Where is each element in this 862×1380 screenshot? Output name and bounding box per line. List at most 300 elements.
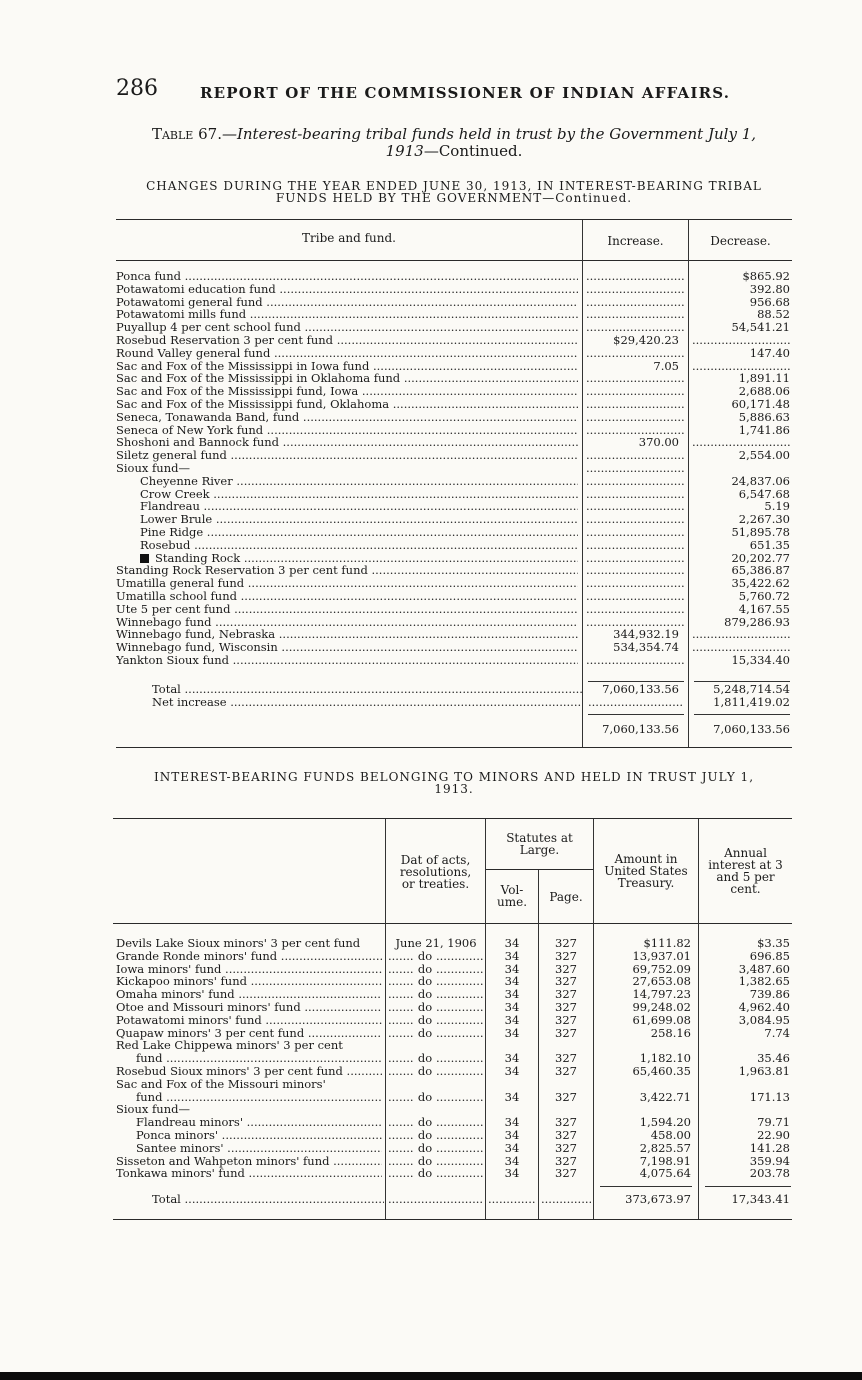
- date-dots-right: [436, 1065, 484, 1078]
- fund-name: [116, 564, 578, 577]
- fund-name: [116, 283, 578, 296]
- date-dots-right: [436, 1091, 484, 1104]
- statute-page: 327: [555, 1128, 577, 1142]
- increase-dots: [586, 488, 684, 501]
- fund-name: [116, 334, 578, 347]
- fund-name: [116, 385, 578, 398]
- treasury-amount: 69,752.09: [632, 961, 691, 976]
- column-header-amount-l2: United States: [604, 864, 688, 878]
- annual-interest: 739.86: [749, 987, 790, 1002]
- date-dots-right: [436, 1142, 484, 1155]
- increase-value: 534,354.74: [613, 640, 679, 655]
- date-dots-right: [436, 1116, 484, 1129]
- fund-name: [116, 590, 578, 603]
- grand-increase-rule: [588, 714, 684, 715]
- decrease-value: 35,422.62: [731, 576, 790, 591]
- treasury-amount: $111.82: [643, 936, 691, 950]
- annual-interest: 4,962.40: [738, 1000, 790, 1014]
- fund-name-text: Standing Rock: [155, 551, 241, 565]
- decrease-value: 4,167.55: [738, 601, 790, 616]
- date-dots-right: [436, 950, 484, 963]
- minors-total-amount: 373,673.97: [625, 1192, 691, 1206]
- treasury-amount: 1,182.10: [639, 1051, 691, 1066]
- act-date: do: [417, 1089, 433, 1104]
- fund-name-text: Umatilla general fund: [116, 577, 245, 591]
- decrease-value: 15,334.40: [731, 653, 790, 667]
- decrease-value: 88.52: [757, 307, 790, 322]
- treasury-amount: 65,460.35: [632, 1064, 691, 1078]
- minors-fund-name: Otoe and Missouri minors' fund .....: [116, 1001, 382, 1014]
- statute-volume: 34: [504, 974, 520, 989]
- section1-title-line2: FUNDS HELD BY THE GOVERNMENT—Continued.: [275, 191, 633, 205]
- increase-dots: [586, 539, 684, 552]
- statute-volume: 34: [504, 948, 520, 963]
- increase-value: 370.00: [638, 435, 679, 450]
- statute-volume: 34: [504, 1089, 520, 1104]
- total-label: Total .....: [152, 683, 582, 696]
- annual-interest: 171.13: [749, 1089, 790, 1104]
- section1-vrule-2: [688, 220, 689, 747]
- minors-fund-name: Omaha minors' fund .....: [116, 988, 382, 1001]
- decrease-value: 2,688.06: [738, 384, 790, 399]
- column-header-amount: [594, 853, 698, 889]
- statute-volume: 34: [504, 1115, 520, 1130]
- statute-page: 327: [555, 1012, 577, 1027]
- date-dots-left: [388, 1014, 414, 1027]
- act-date: do: [417, 1025, 433, 1040]
- fund-name-text: Lower Brule: [140, 513, 213, 527]
- minors-fund-name: Potawatomi minors' fund .....: [116, 1014, 382, 1027]
- fund-name: [116, 603, 578, 616]
- column-header-interest-l2: interest at 3: [708, 858, 783, 872]
- fund-name: [116, 641, 578, 654]
- statute-page: 327: [555, 1166, 577, 1181]
- decrease-value: 5,886.63: [738, 409, 790, 424]
- increase-dots: [586, 296, 684, 309]
- statute-page: 327: [555, 936, 577, 950]
- minors-fund-name: Tonkawa minors' fund .....: [116, 1167, 382, 1180]
- annual-interest: 203.78: [749, 1166, 790, 1181]
- increase-dots: [586, 500, 684, 513]
- treasury-amount: 99,248.02: [632, 1000, 691, 1014]
- fund-name-text: Winnebago fund, Nebraska: [116, 628, 276, 642]
- fund-name-text: Sac and Fox of the Mississippi fund, Iowa: [116, 385, 359, 399]
- statute-volume: 34: [504, 1128, 520, 1142]
- act-date: do: [417, 1000, 433, 1014]
- increase-dots: [586, 270, 684, 283]
- fund-name-text: Rosebud Reservation 3 per cent fund: [116, 334, 334, 347]
- date-dots-right: [436, 1129, 484, 1142]
- treasury-amount: 1,594.20: [639, 1115, 691, 1130]
- date-dots-right: [436, 1052, 484, 1065]
- section1-title: [116, 180, 792, 204]
- statute-volume: 34: [504, 1140, 520, 1155]
- fund-name-text: Potawatomi mills fund: [116, 308, 247, 322]
- statute-page: 327: [555, 987, 577, 1002]
- section2-top-rule: [113, 818, 792, 819]
- treasury-amount: 2,825.57: [639, 1140, 691, 1155]
- fund-name: [140, 513, 578, 526]
- statute-volume: 34: [504, 1012, 520, 1027]
- page-number: 286: [116, 76, 158, 101]
- decrease-value: 65,386.87: [731, 563, 790, 578]
- statute-page: 327: [555, 1140, 577, 1155]
- fund-name: [116, 398, 578, 411]
- statute-volume: 34: [504, 1064, 520, 1078]
- column-header-statutes-l2: Large.: [519, 843, 560, 857]
- fund-name: [116, 436, 578, 449]
- date-dots-right: [436, 1014, 484, 1027]
- decrease-value: 20,202.77: [731, 550, 790, 565]
- decrease-value: 5,760.72: [738, 589, 790, 603]
- statute-volume: 34: [504, 1051, 520, 1066]
- minors-total-label: Total .....: [152, 1193, 384, 1206]
- minors-total-interest: 17,343.41: [731, 1192, 790, 1206]
- net-increase-dots: [588, 696, 684, 709]
- increase-dots: [586, 372, 684, 385]
- fund-name-text: Pine Ridge: [140, 526, 204, 539]
- minors-fund-name: Kickapoo minors' fund .....: [116, 975, 382, 988]
- statute-page: 327: [555, 1025, 577, 1040]
- grand-decrease: 7,060,133.56: [713, 722, 790, 736]
- increase-dots: [586, 398, 684, 411]
- fund-name-text: Yankton Sioux fund: [116, 654, 229, 667]
- decrease-value: 2,554.00: [738, 448, 790, 463]
- fund-name-text: Ute 5 per cent fund: [116, 602, 231, 616]
- statute-volume: 34: [504, 987, 520, 1002]
- minors-total-interest-rule: [705, 1186, 791, 1187]
- fund-name-text: Rosebud: [140, 538, 191, 552]
- fund-name: [116, 411, 578, 424]
- net-increase-decrease: 1,811,419.02: [713, 695, 790, 709]
- table-title-line1: —Interest-bearing tribal funds held in trust by the Government July 1,: [221, 125, 757, 143]
- date-dots-left: [388, 1142, 414, 1155]
- decrease-value: 956.68: [749, 294, 790, 309]
- fund-name-text: Shoshoni and Bannock fund: [116, 436, 279, 450]
- fund-name: [116, 347, 578, 360]
- fund-name: [116, 321, 578, 334]
- statute-page: 327: [555, 948, 577, 963]
- increase-dots: [586, 654, 684, 667]
- column-header-interest-l3: and 5 per: [716, 870, 775, 884]
- column-header-date-l3: or treaties.: [401, 877, 470, 891]
- date-dots-left: [388, 1155, 414, 1168]
- increase-dots: [586, 513, 684, 526]
- fund-name: [140, 552, 578, 565]
- net-increase-label: Net increase .....: [152, 696, 582, 709]
- act-date: do: [417, 1012, 433, 1027]
- date-dots-right: [436, 975, 484, 988]
- statute-page: 327: [555, 1115, 577, 1130]
- statute-page: 327: [555, 974, 577, 989]
- date-dots-right: [436, 988, 484, 1001]
- table-title-continued: —Continued.: [423, 142, 523, 160]
- fund-name-text: Winnebago fund: [116, 615, 212, 629]
- annual-interest: 1,963.81: [738, 1064, 790, 1078]
- date-dots-right: [436, 1001, 484, 1014]
- treasury-amount: 7,198.91: [639, 1153, 691, 1168]
- increase-dots: [586, 552, 684, 565]
- act-date: do: [417, 1051, 433, 1066]
- increase-dots: [586, 603, 684, 616]
- running-title: REPORT OF THE COMMISSIONER OF INDIAN AFFAIRS.: [200, 84, 731, 102]
- fund-name-text: Flandreau: [140, 500, 200, 514]
- decrease-value: $865.92: [742, 269, 790, 283]
- fund-name: [116, 628, 578, 641]
- decrease-value: 392.80: [749, 281, 790, 296]
- date-dots-right: [436, 1167, 484, 1180]
- statute-volume: 34: [504, 1000, 520, 1014]
- date-dots-left: [388, 975, 414, 988]
- minors-fund-name: Devils Lake Sioux minors' 3 per cent fund: [116, 936, 361, 950]
- date-dots-left: [388, 1052, 414, 1065]
- minors-fund-name: Sioux fund—: [116, 1102, 190, 1117]
- annual-interest: 3,084.95: [738, 1012, 790, 1027]
- increase-value: 344,932.19: [613, 627, 679, 642]
- table-title-year: 1913: [385, 142, 424, 160]
- date-dots-left: [388, 1116, 414, 1129]
- decrease-value: 2,267.30: [738, 512, 790, 527]
- fund-name: [140, 475, 578, 488]
- date-dots-left: [388, 950, 414, 963]
- act-date: do: [417, 987, 433, 1002]
- fund-name-text: Ponca fund: [116, 270, 181, 283]
- annual-interest: 1,382.65: [738, 974, 790, 989]
- act-date: do: [417, 1128, 433, 1142]
- increase-value: $29,420.23: [613, 333, 679, 347]
- fund-name-text: Standing Rock Reservation 3 per cent fund: [116, 564, 368, 578]
- decrease-value: 24,837.06: [731, 473, 790, 488]
- decrease-value: 6,547.68: [738, 486, 790, 501]
- treasury-amount: 3,422.71: [639, 1089, 691, 1104]
- treasury-amount: 458.00: [650, 1128, 691, 1142]
- minors-fund-name: Quapaw minors' 3 per cent fund .....: [116, 1027, 382, 1040]
- annual-interest: 696.85: [749, 948, 790, 963]
- statute-page: 327: [555, 1051, 577, 1066]
- annual-interest: 79.71: [757, 1115, 790, 1130]
- fund-name: [116, 372, 578, 385]
- annual-interest: 141.28: [749, 1140, 790, 1155]
- statute-volume: 34: [504, 1153, 520, 1168]
- fund-name-text: Sac and Fox of the Mississippi fund, Oklahoma: [116, 398, 390, 411]
- decrease-value: 651.35: [749, 537, 790, 552]
- decrease-value: 5.19: [764, 499, 790, 514]
- column-header-date: [386, 854, 485, 890]
- statute-page: 327: [555, 1153, 577, 1168]
- statute-page: 327: [555, 1000, 577, 1014]
- date-dots-left: [388, 963, 414, 976]
- treasury-amount: 27,653.08: [632, 974, 691, 989]
- annual-interest: 35.46: [757, 1051, 790, 1066]
- minors-fund-name: Red Lake Chippewa minors' 3 per cent: [116, 1038, 343, 1053]
- increase-dots: [586, 526, 684, 539]
- fund-name-text: Cheyenne River: [140, 474, 233, 488]
- fund-name: [116, 616, 578, 629]
- date-dots-left: [388, 1001, 414, 1014]
- date-dots-right: [436, 963, 484, 976]
- treasury-amount: 61,699.08: [632, 1012, 691, 1027]
- grand-decrease-rule: [694, 714, 790, 715]
- column-header-date-l2: resolutions,: [399, 865, 472, 879]
- column-header-amount-l3: Treasury.: [617, 876, 675, 890]
- fund-name: [140, 500, 578, 513]
- column-header-interest-l4: cent.: [730, 882, 761, 896]
- fund-name: [140, 488, 578, 501]
- fund-name: [140, 526, 578, 539]
- section2-title: [116, 771, 792, 795]
- column-header-volume: [486, 884, 538, 908]
- statute-page: 327: [555, 1064, 577, 1078]
- table-label: Table 67.: [151, 125, 222, 143]
- fund-name-text: Seneca, Tonawanda Band, fund: [116, 410, 300, 424]
- column-header-decrease: Decrease.: [710, 234, 771, 248]
- margin-marker-icon: [140, 554, 149, 563]
- annual-interest: 359.94: [749, 1153, 790, 1168]
- annual-interest: 7.74: [764, 1025, 790, 1040]
- grand-increase: 7,060,133.56: [602, 722, 679, 736]
- increase-dots: [586, 564, 684, 577]
- fund-name: [116, 270, 578, 283]
- annual-interest: 3,487.60: [738, 961, 790, 976]
- decrease-value: 1,741.86: [738, 422, 790, 437]
- statute-volume: 34: [504, 961, 520, 976]
- section1-vrule-1: [582, 220, 583, 747]
- minors-total-dots-page: [541, 1193, 591, 1206]
- increase-dots: [586, 475, 684, 488]
- act-date: do: [417, 974, 433, 989]
- fund-name-text: Winnebago fund, Wisconsin: [116, 641, 278, 655]
- minors-fund-name: Rosebud Sioux minors' 3 per cent fund .....: [116, 1065, 382, 1078]
- table-title: [116, 126, 792, 160]
- column-header-tribe: Tribe and fund.: [302, 231, 396, 245]
- treasury-amount: 258.16: [650, 1025, 691, 1040]
- total-increase: 7,060,133.56: [602, 682, 679, 696]
- treasury-amount: 4,075.64: [639, 1166, 691, 1181]
- minors-fund-name: Flandreau minors' .....: [136, 1116, 382, 1129]
- fund-name: [116, 577, 578, 590]
- increase-dots: [586, 347, 684, 360]
- fund-name-text: Round Valley general fund: [116, 346, 271, 360]
- section1-header-rule: [116, 260, 792, 261]
- statute-page: 327: [555, 1089, 577, 1104]
- column-header-statutes-l1: Statutes at: [506, 831, 573, 845]
- fund-name: [116, 308, 578, 321]
- scan-bottom-edge: [0, 1372, 862, 1380]
- fund-name-text: Potawatomi general fund: [116, 295, 263, 309]
- statute-volume: 34: [504, 1025, 520, 1040]
- column-header-amount-l1: Amount in: [614, 852, 678, 866]
- column-header-date-l1: Dat of acts,: [400, 853, 471, 867]
- date-dots-right: [436, 1027, 484, 1040]
- statute-page: 327: [555, 961, 577, 976]
- decrease-value: 879,286.93: [724, 614, 790, 629]
- minors-total-amount-rule: [600, 1186, 692, 1187]
- act-date: do: [417, 1140, 433, 1155]
- decrease-value: 1,891.11: [738, 371, 790, 386]
- total-decrease: 5,248,714.54: [713, 682, 790, 696]
- act-date: do: [417, 961, 433, 976]
- column-header-interest: [699, 847, 792, 895]
- minors-fund-name: Sisseton and Wahpeton minors' fund .....: [116, 1155, 382, 1168]
- annual-interest: $3.35: [757, 936, 790, 950]
- fund-name: [116, 462, 578, 475]
- column-header-increase: Increase.: [607, 234, 664, 248]
- fund-name: [116, 296, 578, 309]
- increase-dots: [586, 385, 684, 398]
- fund-name-text: Puyallup 4 per cent school fund: [116, 321, 301, 335]
- decrease-value: 54,541.21: [731, 320, 790, 335]
- act-date: do: [417, 1064, 433, 1078]
- section2-title-line2: 1913.: [434, 782, 474, 796]
- date-dots-left: [388, 1091, 414, 1104]
- statutes-subheader-rule: [486, 869, 593, 870]
- act-date: do: [417, 948, 433, 963]
- annual-interest: 22.90: [757, 1128, 790, 1142]
- decrease-dots: [692, 628, 790, 641]
- fund-name-text: Umatilla school fund: [116, 590, 237, 603]
- date-dots-left: [388, 1027, 414, 1040]
- decrease-value: 60,171.48: [731, 397, 790, 411]
- date-dots-left: [388, 1167, 414, 1180]
- increase-dots: [586, 577, 684, 590]
- minors-fund-name: Grande Ronde minors' fund .....: [116, 950, 382, 963]
- fund-name-text: Crow Creek: [140, 487, 210, 501]
- increase-dots: [586, 590, 684, 603]
- decrease-value: 147.40: [749, 345, 790, 360]
- minors-fund-name: Sac and Fox of the Missouri minors': [116, 1076, 326, 1091]
- fund-name-text: Potawatomi education fund: [116, 282, 276, 296]
- fund-name-text: Sac and Fox of the Mississippi in Oklahoma fund: [116, 372, 401, 386]
- column-header-interest-l1: Annual: [724, 846, 767, 860]
- date-dots-left: [388, 988, 414, 1001]
- column-header-volume-l2: ume.: [496, 895, 528, 909]
- fund-name: [116, 360, 578, 373]
- section1-top-rule: [116, 219, 792, 220]
- increase-dots: [586, 308, 684, 321]
- section2-header-rule: [113, 923, 792, 924]
- minors-fund-name: fund .....: [136, 1091, 382, 1104]
- fund-name: [140, 539, 578, 552]
- increase-dots: [586, 449, 684, 462]
- minors-total-dots-date: [388, 1193, 484, 1206]
- column-header-volume-l1: Vol-: [500, 883, 524, 897]
- fund-name: [116, 654, 578, 667]
- minors-fund-name: Santee minors' .....: [136, 1142, 382, 1155]
- section2-title-line1: INTEREST-BEARING FUNDS BELONGING TO MINORS AND HELD IN TRUST JULY 1,: [153, 770, 755, 784]
- decrease-value: 51,895.78: [731, 525, 790, 539]
- act-date: do: [417, 1115, 433, 1130]
- increase-dots: [586, 411, 684, 424]
- increase-dots: [586, 462, 684, 475]
- column-header-page: Page.: [549, 890, 583, 904]
- minors-total-dots-volume: [488, 1193, 536, 1206]
- increase-dots: [586, 283, 684, 296]
- date-dots-left: [388, 1129, 414, 1142]
- treasury-amount: 14,797.23: [632, 987, 691, 1002]
- column-header-statutes: [486, 832, 593, 856]
- act-date: June 21, 1906: [395, 936, 477, 950]
- date-dots-left: [388, 1065, 414, 1078]
- statute-volume: 34: [504, 1166, 520, 1181]
- minors-fund-name: Ponca minors' .....: [136, 1129, 382, 1142]
- date-dots-right: [436, 1155, 484, 1168]
- act-date: do: [417, 1153, 433, 1168]
- section2-bottom-rule: [113, 1219, 792, 1220]
- fund-name: [116, 424, 578, 437]
- increase-value: 7.05: [653, 358, 679, 373]
- minors-fund-name: fund .....: [136, 1052, 382, 1065]
- act-date: do: [417, 1166, 433, 1181]
